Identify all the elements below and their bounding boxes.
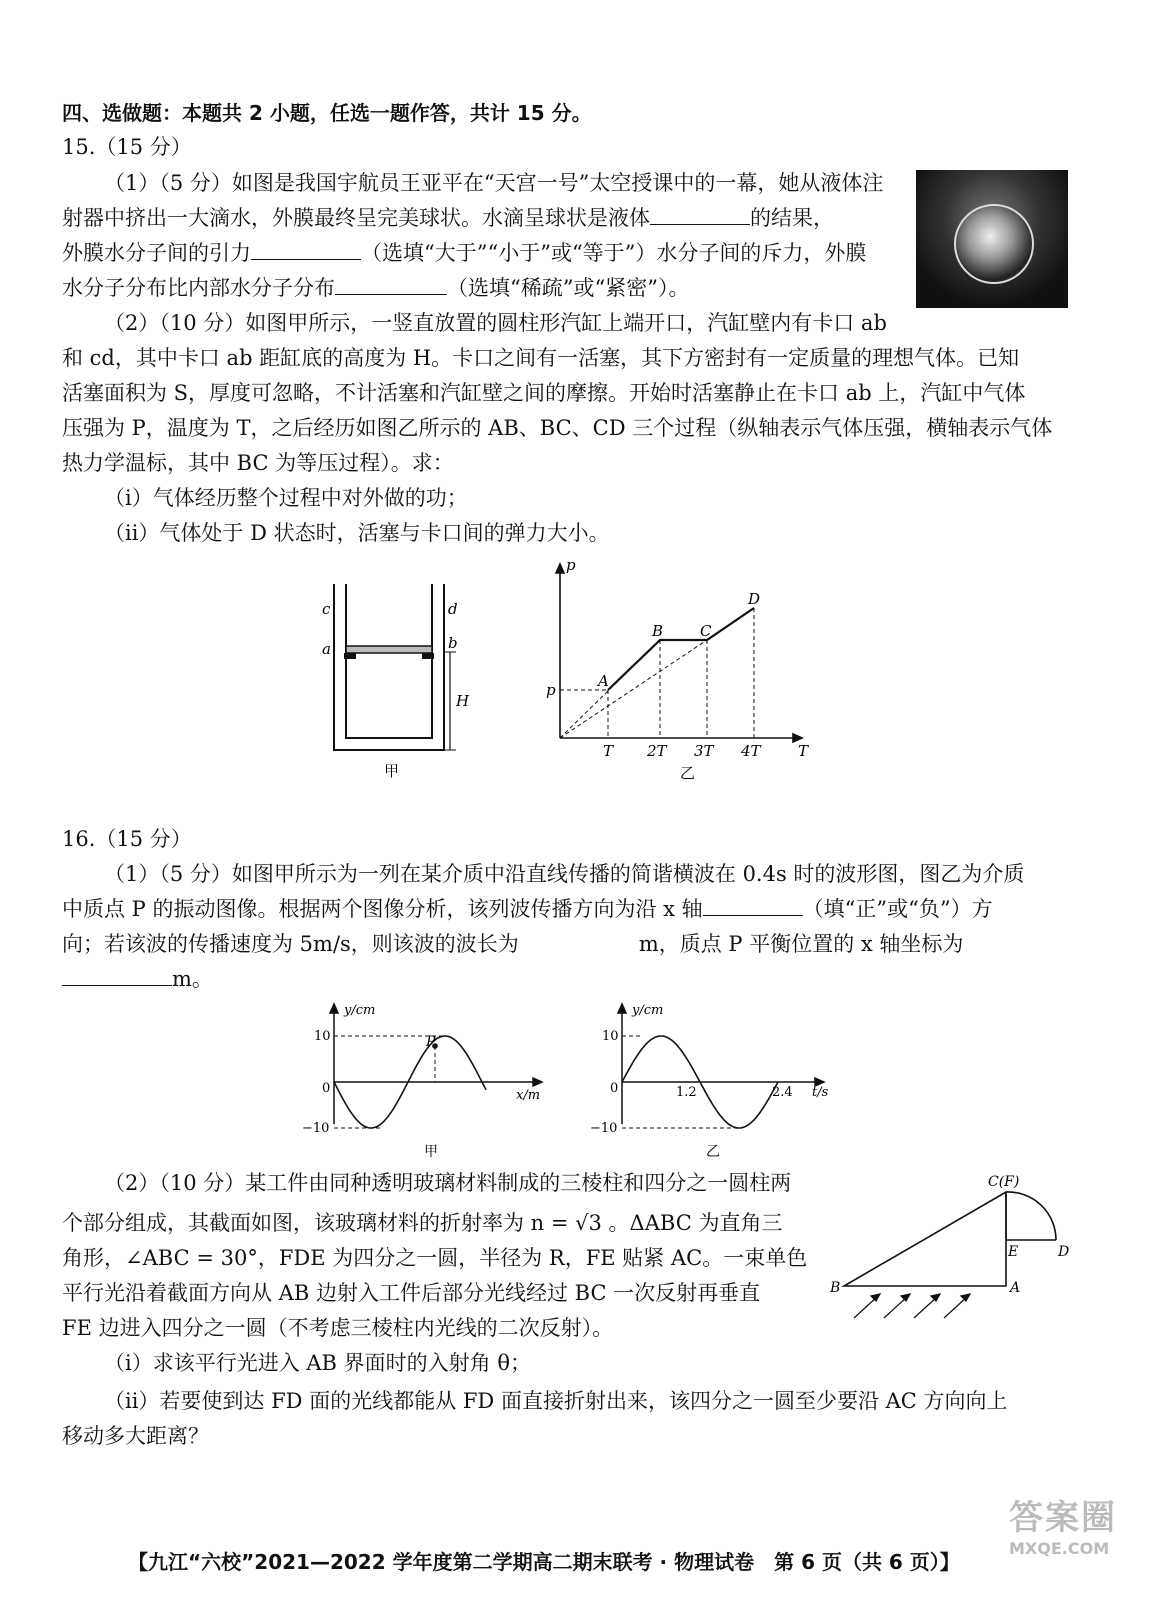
q16-p2-sub-ii: （ⅱ）若要使到达 FD 面的光线都能从 FD 面直接折射出来，该四分之一圆至少要沿 AC 方向向上 bbox=[104, 1389, 1008, 1413]
watermark-logo bbox=[1009, 1490, 1137, 1590]
q16-number: 16.（15 分） bbox=[62, 827, 192, 851]
q16-p2-sub-ii-cont: 移动多大距离？ bbox=[62, 1424, 209, 1448]
quarter-circle-FDE bbox=[1006, 1192, 1056, 1240]
wave-yi-ymax: 10 bbox=[602, 1029, 619, 1044]
answer-blank-2[interactable] bbox=[251, 239, 361, 260]
q15-p1-line2: 射器中挤出一大滴水，外膜最终呈完美球状。水滴呈球状是液体 的结果， bbox=[62, 206, 834, 230]
incident-light-arrows bbox=[854, 1294, 970, 1318]
point-D: D bbox=[748, 590, 761, 608]
label-A-prism: A bbox=[1010, 1280, 1021, 1296]
answer-blank-4[interactable] bbox=[703, 895, 803, 916]
q15-p2-line3: 活塞面积为 S，厚度可忽略，不计活塞和汽缸壁之间的摩擦。开始时活塞静止在卡口 ab 上，汽缸中气体 bbox=[62, 381, 1026, 405]
tick-2T: 2T bbox=[647, 742, 667, 760]
caption-yi: 乙 bbox=[680, 764, 696, 782]
piston bbox=[346, 646, 432, 653]
p-axis-label: p bbox=[566, 556, 576, 574]
tick-T: T bbox=[603, 742, 614, 760]
q16-p1-line1: （1）（5 分）如图甲所示为一列在某介质中沿直线传播的简谐横波在 0.4s 时的波形图，图乙为介质 bbox=[104, 862, 1025, 886]
label-H: H bbox=[456, 692, 470, 710]
cylinder-figure bbox=[300, 570, 500, 790]
watermark-text: 答案圈 bbox=[1009, 1498, 1117, 1538]
label-E: E bbox=[1008, 1244, 1019, 1260]
q15-p2-line4: 压强为 P，温度为 T，之后经历如图乙所示的 AB、BC、CD 三个过程（纵轴表示气体压强，横轴表示气体 bbox=[62, 416, 1053, 440]
label-a: a bbox=[322, 640, 331, 658]
label-D-prism: D bbox=[1058, 1244, 1070, 1260]
wave-graph-jia bbox=[290, 998, 560, 1168]
q15-p2-line5: 热力学温标，其中 BC 为等压过程）。求： bbox=[62, 451, 454, 475]
q16-p2-line4: 平行光沿着截面方向从 AB 边射入工件后部分光线经过 BC 一次反射再垂直 bbox=[62, 1281, 761, 1305]
tick-3T: 3T bbox=[694, 742, 714, 760]
wave-yi-zero: 0 bbox=[610, 1081, 619, 1096]
stop-ab-right bbox=[422, 653, 434, 659]
q15-p1-line4: 水分子分布比内部水分子分布 （选填“稀疏”或“紧密”）。 bbox=[62, 276, 690, 300]
caption-jia: 甲 bbox=[384, 762, 400, 780]
label-b: b bbox=[448, 634, 458, 652]
q15-p1-line1: （1）（5 分）如图是我国宇航员王亚平在“天宫一号”太空授课中的一幕，她从液体注 bbox=[104, 171, 884, 195]
point-A: A bbox=[598, 672, 609, 690]
wave-jia-ymax: 10 bbox=[314, 1029, 331, 1044]
wave-graph-yi bbox=[580, 998, 850, 1168]
label-d: d bbox=[448, 600, 458, 618]
prism-figure bbox=[820, 1164, 1090, 1344]
q15-p2-line1: （2）（10 分）如图甲所示，一竖直放置的圆柱形汽缸上端开口，汽缸壁内有卡口 ab bbox=[104, 311, 887, 335]
label-B-prism: B bbox=[830, 1280, 841, 1296]
caption-wave-yi: 乙 bbox=[706, 1144, 720, 1160]
q15-number: 15.（15 分） bbox=[62, 135, 192, 159]
q15-p2-line2: 和 cd，其中卡口 ab 距缸底的高度为 H。卡口之间有一活塞，其下方密封有一定质量的理想气体。已知 bbox=[62, 346, 1020, 370]
q16-p2-sub-i: （ⅰ）求该平行光进入 AB 界面时的入射角 θ； bbox=[104, 1351, 531, 1375]
label-c: c bbox=[322, 600, 331, 618]
wave-jia-y-label: y/cm bbox=[344, 1003, 376, 1018]
pT-graph bbox=[530, 556, 820, 786]
answer-blank-6[interactable] bbox=[62, 965, 172, 986]
q16-p1-line2: 中质点 P 的振动图像。根据两个图像分析，该列波传播方向为沿 x 轴 （填“正”或“负”）方 bbox=[62, 897, 993, 921]
wave-yi-tick-2: 2.4 bbox=[772, 1085, 793, 1100]
point-P: P bbox=[426, 1034, 436, 1050]
p-tick: p bbox=[546, 681, 556, 699]
q15-p2-sub-ii: （ⅱ）气体处于 D 状态时，活塞与卡口间的弹力大小。 bbox=[104, 521, 610, 545]
q16-p2-line5: FE 边进入四分之一圆（不考虑三棱柱内光线的二次反射）。 bbox=[62, 1316, 614, 1340]
wave-yi-x-label: t/s bbox=[812, 1085, 829, 1100]
wave-yi-tick-1: 1.2 bbox=[676, 1085, 697, 1100]
wave-yi-y-label: y/cm bbox=[632, 1003, 664, 1018]
q16-p2-line2: 个部分组成，其截面如图，该玻璃材料的折射率为 n = √3 。ΔABC 为直角三 bbox=[62, 1211, 783, 1235]
label-CF: C(F) bbox=[988, 1174, 1020, 1190]
q16-p2-line3: 角形，∠ABC = 30°，FDE 为四分之一圆，半径为 R，FE 贴紧 AC。一束单色 bbox=[62, 1246, 808, 1270]
q15-p2-sub-i: （ⅰ）气体经历整个过程中对外做的功； bbox=[104, 486, 468, 510]
watermark-url: MXQE.COM bbox=[1009, 1539, 1110, 1558]
point-B: B bbox=[652, 622, 664, 640]
section-header: 四、选做题：本题共 2 小题，任选一题作答，共计 15 分。 bbox=[62, 101, 592, 125]
q16-p2-line1: （2）（10 分）某工件由同种透明玻璃材料制成的三棱柱和四分之一圆柱两 bbox=[104, 1171, 792, 1195]
T-axis-label: T bbox=[798, 742, 809, 760]
wave-jia-x-label: x/m bbox=[516, 1088, 541, 1103]
answer-blank-3[interactable] bbox=[335, 274, 447, 295]
q16-p1-line3: 向；若该波的传播速度为 5m/s，则该波的波长为 m，质点 P 平衡位置的 x 轴坐标为 bbox=[62, 932, 964, 956]
caption-wave-jia: 甲 bbox=[424, 1144, 438, 1160]
tick-4T: 4T bbox=[741, 742, 761, 760]
wave-jia-zero: 0 bbox=[322, 1081, 331, 1096]
point-C: C bbox=[700, 622, 712, 640]
answer-blank-1[interactable] bbox=[650, 204, 750, 225]
page-footer: 【九江“六校”2021—2022 学年度第二学期高二期末联考 · 物理试卷 第 6 页（共 6 页）】 bbox=[128, 1550, 960, 1574]
pT-process-line bbox=[608, 608, 754, 690]
astronaut-photo bbox=[916, 170, 1068, 308]
q15-p1-line3: 外膜水分子间的引力 （选填“大于”“小于”或“等于”）水分子间的斥力，外膜 bbox=[62, 241, 867, 265]
wave-jia-ymin: −10 bbox=[302, 1121, 330, 1136]
q16-p1-line4: m。 bbox=[62, 962, 1093, 996]
water-sphere bbox=[954, 204, 1034, 284]
triangle-ABC bbox=[844, 1192, 1006, 1286]
stop-ab-left bbox=[344, 653, 356, 659]
wave-yi-ymin: −10 bbox=[590, 1121, 618, 1136]
